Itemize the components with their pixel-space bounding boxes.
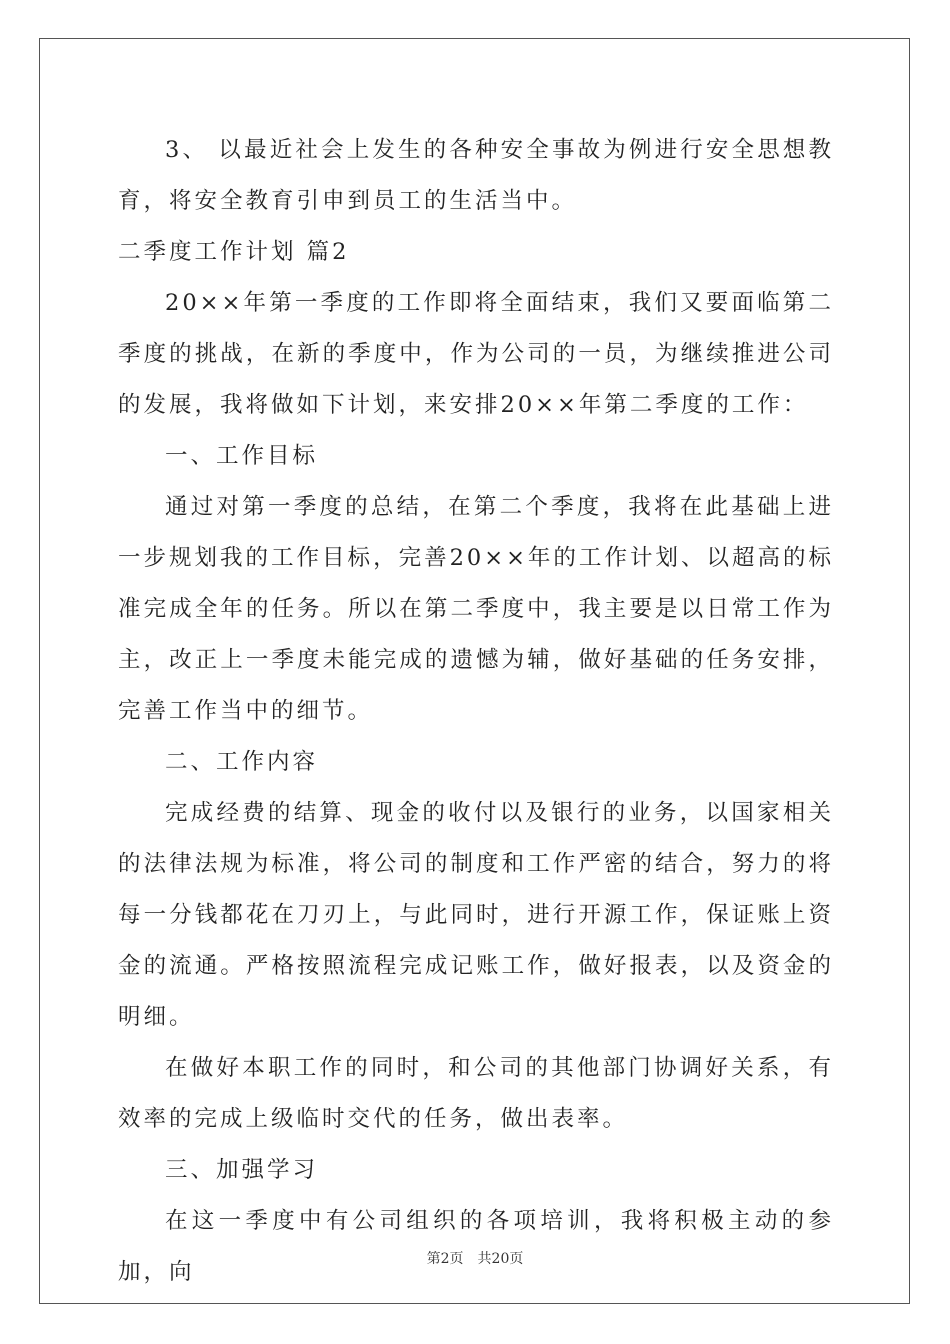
paragraph: 在做好本职工作的同时，和公司的其他部门协调好关系，有效率的完成上级临时交代的任务，做出表率。 bbox=[118, 1055, 834, 1132]
paragraph: 通过对第一季度的总结，在第二个季度，我将在此基础上进一步规划我的工作目标，完善20××年的工作计划、以超高的标准完成全年的任务。所以在第二季度中，我主要是以日常工作为主，改正上一季度未能完成的遗憾为辅，做好基础的任务安排，完善工作当中的细节。 bbox=[118, 494, 834, 724]
paragraph: 完成经费的结算、现金的收付以及银行的业务，以国家相关的法律法规为标准，将公司的制度和工作严密的结合，努力的将每一分钱都花在刀刃上，与此同时，进行开源工作，保证账上资金的流通。严格按照流程完成记账工作，做好报表，以及资金的明细。 bbox=[118, 800, 834, 1030]
section-heading: 一、工作目标 bbox=[165, 443, 319, 469]
section-heading: 二、工作内容 bbox=[165, 749, 319, 775]
page-number: 第2页 bbox=[426, 1251, 464, 1267]
page-footer bbox=[0, 1248, 950, 1268]
section-title: 二季度工作计划 篇2 bbox=[118, 239, 350, 265]
paragraph: 在这一季度中有公司组织的各项培训，我将积极主动的参加，向 bbox=[118, 1208, 834, 1285]
paragraph: 20××年第一季度的工作即将全面结束，我们又要面临第二季度的挑战，在新的季度中，作为公司的一员，为继续推进公司的发展，我将做如下计划，来安排20××年第二季度的工作： bbox=[118, 290, 834, 418]
page-total: 共20页 bbox=[477, 1251, 524, 1267]
section-heading: 三、加强学习 bbox=[165, 1157, 319, 1183]
paragraph: 3、 以最近社会上发生的各种安全事故为例进行安全思想教育，将安全教育引申到员工的生活当中。 bbox=[118, 137, 834, 214]
document-body bbox=[118, 125, 834, 1298]
